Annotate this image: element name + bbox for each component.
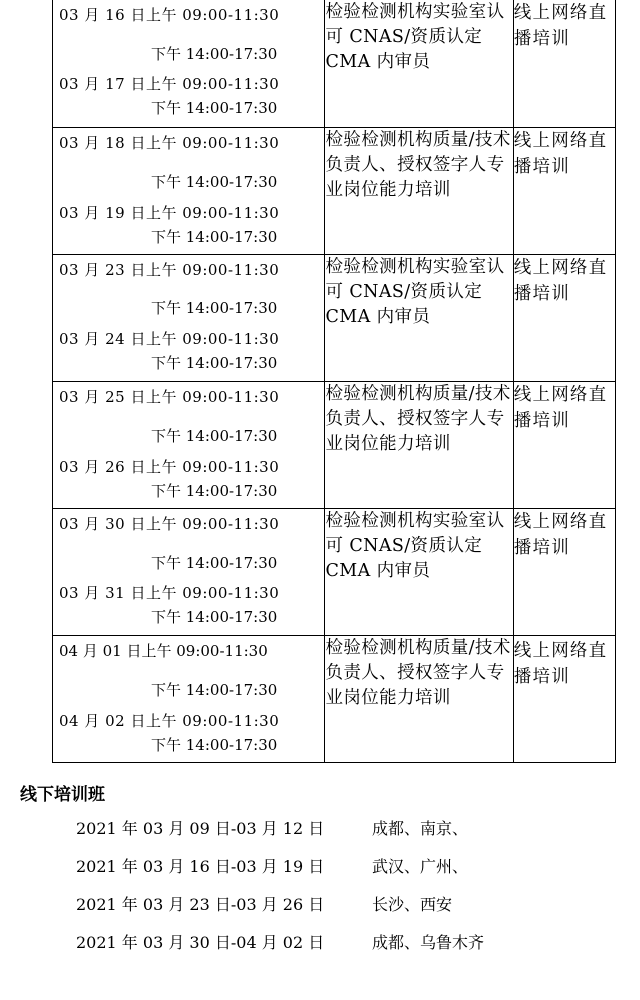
offline-item bbox=[76, 854, 469, 877]
course-cell: 检验检测机构实验室认可 CNAS/资质认定 CMA 内审员 bbox=[325, 0, 513, 127]
date-line: 下午 14:00-17:30 bbox=[151, 45, 278, 63]
mode-cell: 线上网络直播培训 bbox=[513, 127, 615, 254]
offline-cities: 成都、乌鲁木齐 bbox=[372, 933, 485, 952]
offline-item bbox=[76, 930, 485, 953]
date-line: 03 月 23 日上午 09:00-11:30 bbox=[59, 260, 280, 279]
date-line: 下午 14:00-17:30 bbox=[151, 227, 278, 246]
date-line: 下午 14:00-17:30 bbox=[151, 99, 278, 117]
offline-cities: 成都、南京、 bbox=[372, 819, 469, 838]
date-cell bbox=[53, 635, 325, 762]
date-line: 下午 14:00-17:30 bbox=[151, 607, 278, 626]
date-line: 下午 14:00-17:30 bbox=[151, 298, 278, 317]
offline-cities: 长沙、西安 bbox=[372, 895, 453, 914]
schedule-table bbox=[52, 0, 616, 763]
course-cell: 检验检测机构质量/技术负责人、授权签字人专业岗位能力培训 bbox=[325, 127, 513, 254]
date-line: 04 月 01 日上午 09:00-11:30 bbox=[59, 641, 268, 660]
date-line: 下午 14:00-17:30 bbox=[151, 735, 278, 754]
date-line: 下午 14:00-17:30 bbox=[151, 553, 278, 572]
offline-dates: 2021 年 03 月 23 日-03 月 26 日 bbox=[76, 895, 325, 914]
date-line: 下午 14:00-17:30 bbox=[151, 172, 278, 191]
date-line: 03 月 18 日上午 09:00-11:30 bbox=[59, 133, 280, 152]
date-cell bbox=[53, 381, 325, 508]
date-line: 03 月 25 日上午 09:00-11:30 bbox=[59, 387, 280, 406]
schedule-row bbox=[53, 127, 616, 254]
date-line: 下午 14:00-17:30 bbox=[151, 481, 278, 500]
offline-dates: 2021 年 03 月 16 日-03 月 19 日 bbox=[76, 857, 325, 876]
offline-dates: 2021 年 03 月 30 日-04 月 02 日 bbox=[76, 933, 325, 952]
course-cell: 检验检测机构质量/技术负责人、授权签字人专业岗位能力培训 bbox=[325, 635, 513, 762]
date-cell bbox=[53, 254, 325, 381]
mode-cell: 线上网络直播培训 bbox=[513, 635, 615, 762]
offline-cities: 武汉、广州、 bbox=[372, 857, 469, 876]
course-cell: 检验检测机构实验室认可 CNAS/资质认定 CMA 内审员 bbox=[325, 508, 513, 635]
mode-cell: 线上网络直播培训 bbox=[513, 508, 615, 635]
schedule-row bbox=[53, 0, 616, 127]
offline-dates: 2021 年 03 月 09 日-03 月 12 日 bbox=[76, 819, 325, 838]
date-line: 03 月 19 日上午 09:00-11:30 bbox=[59, 203, 280, 222]
offline-item bbox=[76, 816, 469, 839]
schedule-row bbox=[53, 635, 616, 762]
date-line: 下午 14:00-17:30 bbox=[151, 353, 278, 372]
schedule-row bbox=[53, 381, 616, 508]
date-cell bbox=[53, 508, 325, 635]
mode-cell: 线上网络直播培训 bbox=[513, 254, 615, 381]
course-cell: 检验检测机构质量/技术负责人、授权签字人专业岗位能力培训 bbox=[325, 381, 513, 508]
offline-item bbox=[76, 892, 453, 915]
mode-cell: 线上网络直播培训 bbox=[513, 0, 615, 127]
offline-heading: 线下培训班 bbox=[20, 785, 105, 805]
date-cell bbox=[53, 127, 325, 254]
course-cell: 检验检测机构实验室认可 CNAS/资质认定 CMA 内审员 bbox=[325, 254, 513, 381]
date-line: 03 月 30 日上午 09:00-11:30 bbox=[59, 514, 280, 533]
mode-cell: 线上网络直播培训 bbox=[513, 381, 615, 508]
date-line: 03 月 17 日上午 09:00-11:30 bbox=[59, 75, 280, 93]
date-line: 04 月 02 日上午 09:00-11:30 bbox=[59, 711, 280, 730]
date-line: 下午 14:00-17:30 bbox=[151, 680, 278, 699]
date-cell bbox=[53, 0, 325, 127]
date-line: 03 月 16 日上午 09:00-11:30 bbox=[59, 6, 280, 24]
date-line: 03 月 24 日上午 09:00-11:30 bbox=[59, 329, 280, 348]
schedule-row bbox=[53, 254, 616, 381]
schedule-row bbox=[53, 508, 616, 635]
date-line: 下午 14:00-17:30 bbox=[151, 426, 278, 445]
date-line: 03 月 26 日上午 09:00-11:30 bbox=[59, 457, 280, 476]
date-line: 03 月 31 日上午 09:00-11:30 bbox=[59, 583, 280, 602]
